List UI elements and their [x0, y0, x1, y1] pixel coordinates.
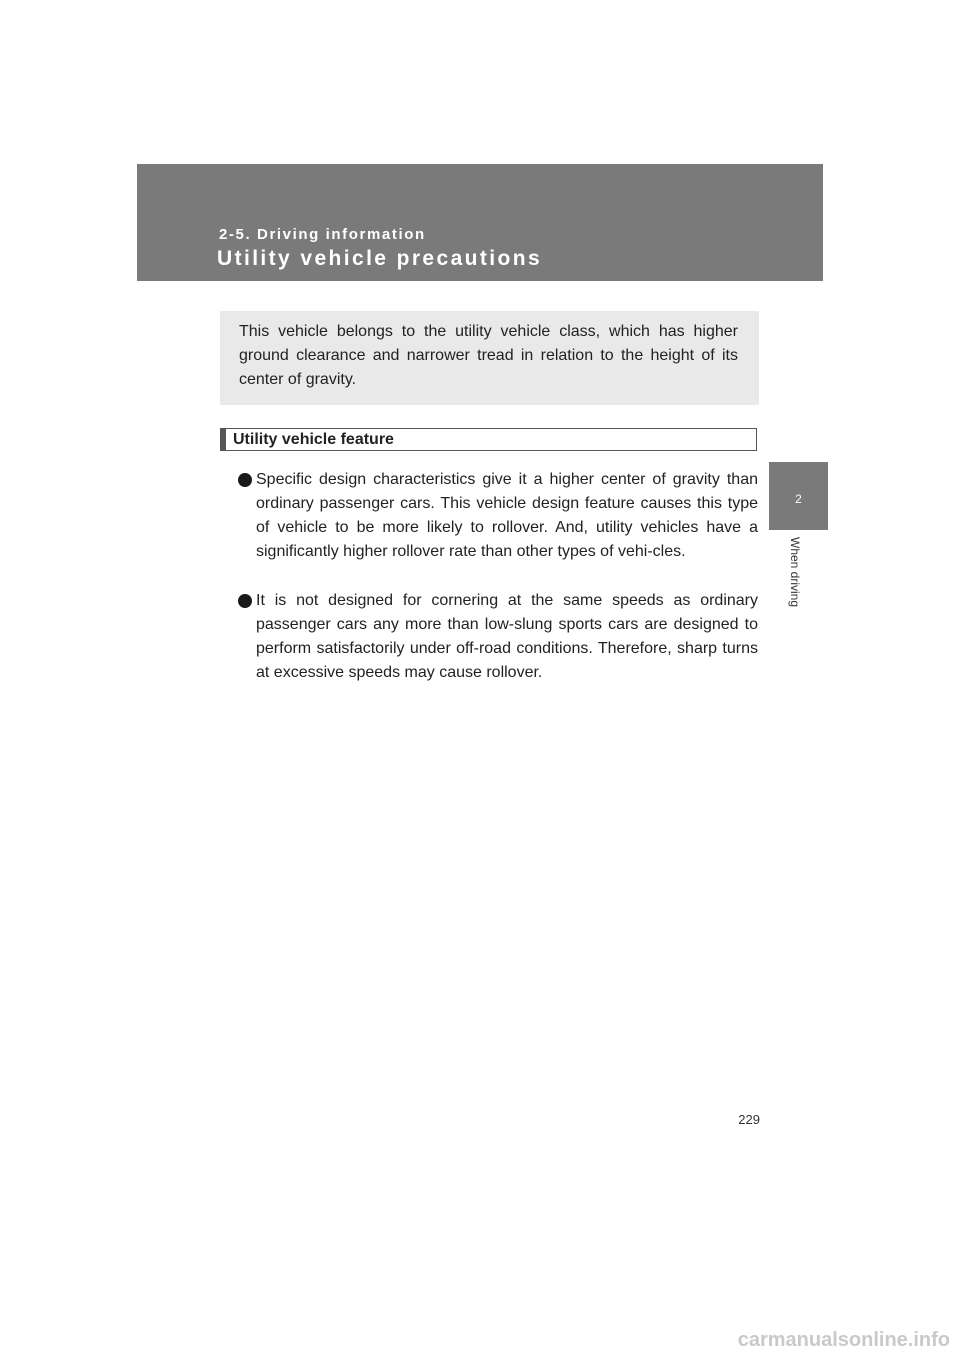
page-number: 229	[738, 1112, 760, 1127]
chapter-label: When driving	[788, 537, 802, 608]
bullet-text: Specific design characteristics give it a higher center of gravity than ordinary passenger cars. This vehicle design feature causes this type of vehicle to be more likely to rollover. And, utility vehicles have a significantly higher rollover rate than other types of vehi-cles.	[256, 471, 758, 560]
bullet-text: It is not designed for cornering at the same speeds as ordinary passenger cars any more than low-slung sports cars are designed to perform satisfactorily under off-road conditions. Therefore, sharp turns at excessive speeds may cause rollover.	[256, 592, 758, 681]
bullet-icon	[238, 473, 252, 487]
chapter-number: 2	[795, 492, 802, 506]
subheading-box	[220, 428, 757, 451]
intro-text: This vehicle belongs to the utility vehicle class, which has higher ground clearance and narrower tread in relation to the height of its center of gravity.	[239, 323, 738, 388]
intro-box	[220, 311, 759, 405]
watermark: carmanualsonline.info	[737, 1329, 950, 1351]
chapter-tab	[769, 462, 828, 530]
bullet-icon	[238, 594, 252, 608]
page-title: Utility vehicle precautions	[217, 247, 543, 270]
header-band	[137, 164, 823, 281]
section-label: 2-5. Driving information	[219, 226, 426, 243]
subheading: Utility vehicle feature	[233, 431, 394, 448]
